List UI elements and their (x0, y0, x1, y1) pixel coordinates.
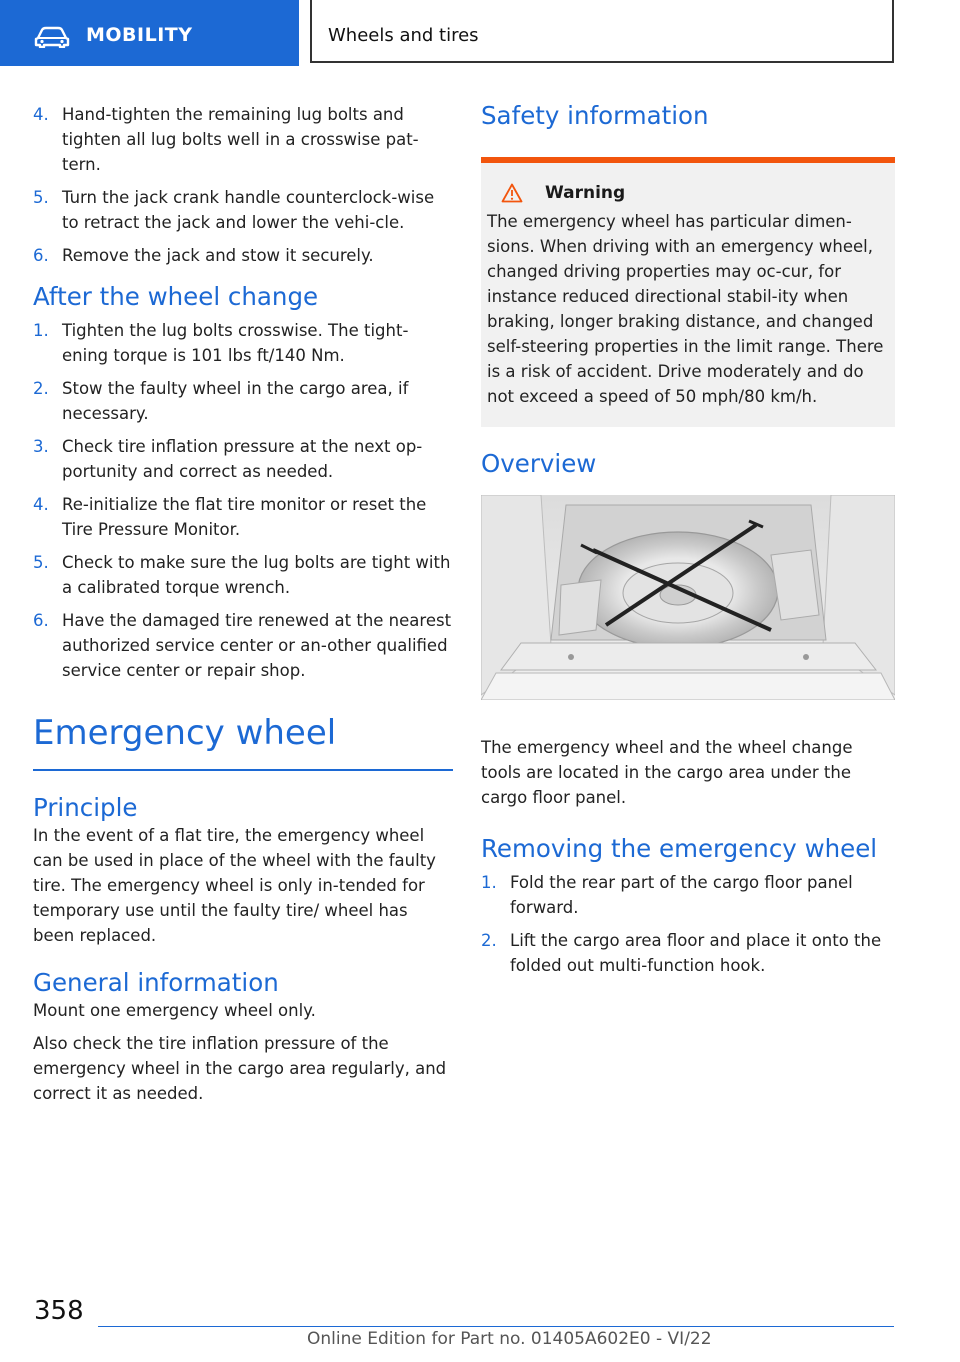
emergency-wheel-heading: Emergency wheel (33, 713, 337, 753)
list-item: 1. Tighten the lug bolts crosswise. The tight‐ening torque is 101 lbs ft/140 Nm. (33, 321, 409, 365)
chapter-title: Wheels and tires (328, 25, 479, 46)
removing-emergency-wheel-heading: Removing the emergency wheel (481, 834, 878, 863)
after-wheel-change-heading: After the wheel change (33, 282, 319, 311)
general-text-2: Also check the tire inflation pressure of the emergency wheel in the cargo area regularly, and correct it as needed. (33, 1034, 447, 1103)
principle-text: In the event of a flat tire, the emergency wheel can be used in place of the wheel with the faulty tire. The emergency wheel is only in‐tended for temporary use until the faulty tire/ wheel has been replaced. (33, 826, 436, 945)
warning-header (487, 183, 887, 203)
list-item: 2. Lift the cargo area floor and place it onto the folded out multi-function hook. (481, 931, 882, 975)
heading-rule (33, 769, 453, 771)
overview-heading: Overview (481, 449, 597, 478)
removing-steps (481, 870, 895, 978)
chapter-box (310, 0, 894, 63)
list-item: 4. Re-initialize the flat tire monitor or reset the Tire Pressure Monitor. (33, 495, 427, 539)
list-item: 5. Check to make sure the lug bolts are tight with a calibrated torque wrench. (33, 553, 451, 597)
list-item: 1. Fold the rear part of the cargo floor panel forward. (481, 873, 853, 917)
warning-label: Warning (545, 183, 626, 203)
after-wheel-change-steps (33, 318, 453, 683)
general-information-heading: General information (33, 968, 279, 997)
warning-triangle-icon (501, 183, 523, 203)
page-number: 358 (34, 1296, 84, 1326)
warning-text: The emergency wheel has particular dimen‐sions. When driving with an emergency wheel, changed driving properties may oc‐cur, for instance reduced directional stabil‐ity when braking, longer braking distance, and changed self-steering properties in the limit range. There is a risk of accident. Drive moderately and do not exceed a speed of 50 mph/80 km/h. (487, 212, 884, 406)
cargo-area-emergency-wheel-image (481, 495, 895, 717)
overview-text: The emergency wheel and the wheel change tools are located in the cargo area under the cargo floor panel. (481, 738, 853, 807)
list-item: 2. Stow the faulty wheel in the cargo area, if necessary. (33, 379, 409, 423)
safety-information-heading: Safety information (481, 101, 709, 130)
page-header (0, 0, 960, 66)
car-icon (34, 26, 70, 48)
section-label: MOBILITY (86, 24, 193, 46)
list-item: 5. Turn the jack crank handle counterclock‐wise to retract the jack and lower the vehi‐cle. (33, 188, 435, 232)
general-text-1: Mount one emergency wheel only. (33, 1001, 316, 1020)
principle-heading: Principle (33, 793, 138, 822)
list-item: 4. Hand-tighten the remaining lug bolts and tighten all lug bolts well in a crosswise pat‐tern. (33, 105, 419, 174)
warning-box (481, 163, 895, 427)
list-item: 6. Have the damaged tire renewed at the nearest authorized service center or an‐other qualified service center or repair shop. (33, 611, 452, 680)
wheel-change-steps-continued (33, 102, 453, 268)
footer-rule (98, 1326, 894, 1327)
right-column (481, 96, 895, 986)
left-column (33, 96, 453, 1106)
section-tab[interactable] (0, 0, 299, 66)
list-item: 6. Remove the jack and stow it securely. (33, 246, 374, 265)
edition-text: Online Edition for Part no. 01405A602E0 - VI/22 (307, 1329, 712, 1349)
list-item: 3. Check tire inflation pressure at the next op‐portunity and correct as needed. (33, 437, 423, 481)
